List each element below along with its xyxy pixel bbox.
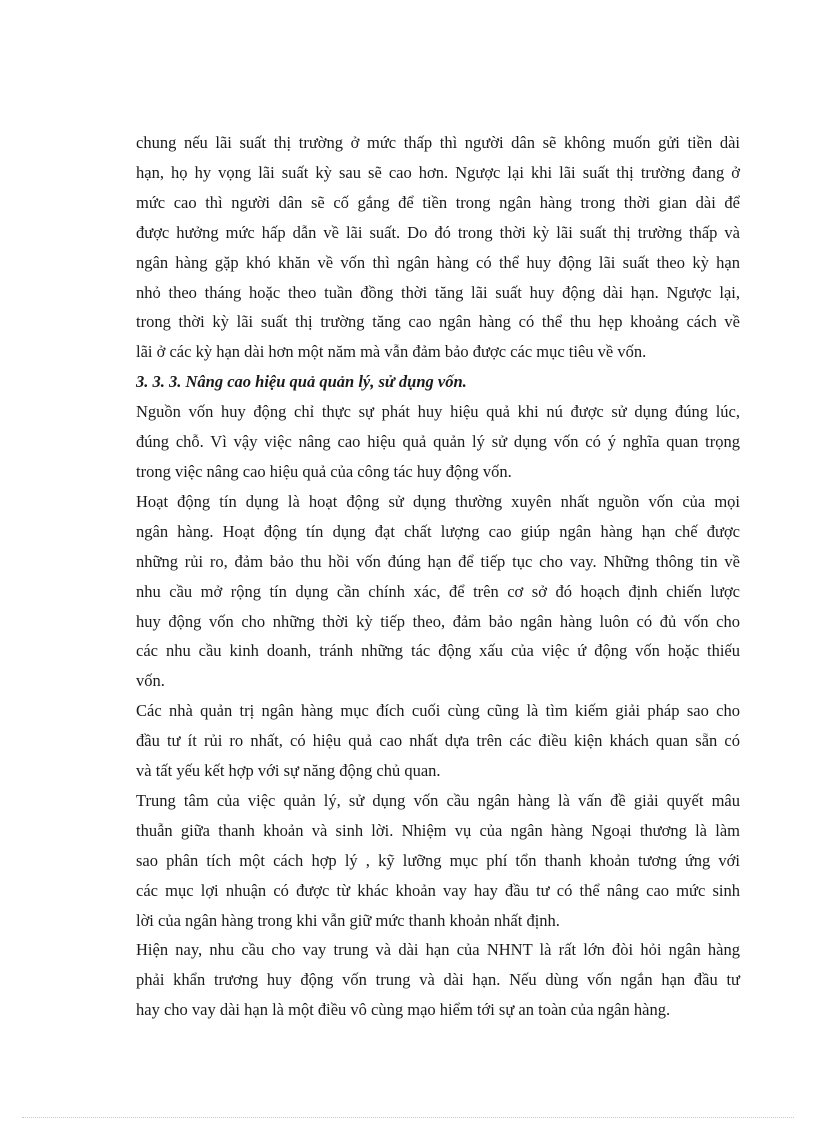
paragraph-intro — [136, 128, 740, 367]
text-line: những rủi ro, đảm bảo thu hồi vốn đúng hạn để tiếp tục cho vay. Những thông tin về — [136, 551, 740, 571]
text-line: ngân hàng gặp khó khăn về vốn thì ngân hàng có thể huy động lãi suất theo kỳ hạn — [136, 252, 740, 272]
text-line: các nhu cầu kinh doanh, tránh những tác động xấu của việc ứ động vốn hoặc thiếu — [136, 641, 740, 661]
text-line: trong thời kỳ lãi suất thị trường tăng cao ngân hàng có thể thu hẹp khoảng cách về — [136, 312, 740, 332]
text-line: sao phân tích một cách hợp lý , kỹ lưỡng mục phí tổn thanh khoản tương ứng với — [136, 850, 740, 870]
paragraph-4 — [136, 786, 740, 936]
text-line: Hiện nay, nhu cầu cho vay trung và dài hạn của NHNT là rất lớn đòi hỏi ngân hàng — [136, 940, 740, 960]
text-line: Trung tâm của việc quản lý, sử dụng vốn cầu ngân hàng là vấn đề giải quyết mâu — [136, 790, 740, 810]
text-line: thuẫn giữa thanh khoản và sinh lời. Nhiệm vụ của ngân hàng Ngoại thương là làm — [136, 820, 740, 840]
section-heading: 3. 3. 3. Nâng cao hiệu quả quản lý, sử dụng vốn. — [136, 372, 467, 392]
paragraph-3 — [136, 696, 740, 786]
paragraph-1 — [136, 397, 740, 487]
text-line: chung nếu lãi suất thị trường ở mức thấp thì người dân sẽ không muốn gửi tiền dài — [136, 133, 740, 152]
paragraph-5 — [136, 935, 740, 1025]
text-line: Các nhà quản trị ngân hàng mục đích cuối cùng cũng là tìm kiếm giải pháp sao cho — [136, 701, 740, 721]
text-line: ngân hàng. Hoạt động tín dụng đạt chất lượng cao giúp ngân hàng hạn chế được — [136, 521, 740, 541]
text-line: các mục lợi nhuận có được từ khác khoản vay hay đầu tư có thể nâng cao mức sinh — [136, 880, 740, 900]
text-line: phải khẩn trương huy động vốn trung và dài hạn. Nếu dùng vốn ngắn hạn đầu tư — [136, 970, 740, 990]
text-line: Hoạt động tín dụng là hoạt động sử dụng thường xuyên nhất nguồn vốn của mọi — [136, 491, 740, 511]
document-page — [136, 128, 740, 1025]
text-line: lời của ngân hàng trong khi vẫn giữ mức thanh khoản nhất định. — [136, 910, 560, 930]
text-line: hay cho vay dài hạn là một điều vô cùng mạo hiểm tới sự an toàn của ngân hàng. — [136, 1000, 671, 1020]
text-line: lãi ở các kỳ hạn dài hơn một năm mà vẫn đảm bảo được các mục tiêu về vốn. — [136, 342, 647, 362]
text-line: đúng chỗ. Vì vậy việc nâng cao hiệu quả quản lý sử dụng vốn có ý nghĩa quan trọng — [136, 432, 740, 452]
text-line: Nguồn vốn huy động chỉ thực sự phát huy hiệu quả khi nú được sử dụng đúng lúc, — [136, 402, 740, 422]
text-line: nhỏ theo tháng hoặc theo tuần đồng thời tăng lãi suất huy động dài hạn. Ngược lại, — [136, 282, 740, 302]
text-line: vốn. — [136, 671, 165, 691]
page-bottom-border — [22, 1117, 794, 1118]
text-line: và tất yếu kết hợp với sự năng động chủ quan. — [136, 761, 441, 781]
text-line: đầu tư ít rủi ro nhất, có hiệu quả cao nhất dựa trên các điều kiện khách quan sẵn có — [136, 731, 740, 751]
text-line: huy động vốn cho những thời kỳ tiếp theo, đảm bảo ngân hàng luôn có đủ vốn cho — [136, 611, 740, 631]
text-line: nhu cầu mở rộng tín dụng cần chính xác, để trên cơ sở đó hoạch định chiến lược — [136, 581, 740, 601]
text-line: trong việc nâng cao hiệu quả của công tác huy động vốn. — [136, 461, 512, 481]
text-line: hạn, họ hy vọng lãi suất kỳ sau sẽ cao hơn. Ngược lại khi lãi suất thị trường đang ở — [136, 162, 740, 182]
text-line: được hưởng mức hấp dẫn về lãi suất. Do đó trong thời kỳ lãi suất thị trường thấp và — [136, 222, 740, 242]
text-line: mức cao thì người dân sẽ cố gắng để tiền trong ngân hàng trong thời gian dài để — [136, 192, 740, 212]
paragraph-2 — [136, 487, 740, 696]
